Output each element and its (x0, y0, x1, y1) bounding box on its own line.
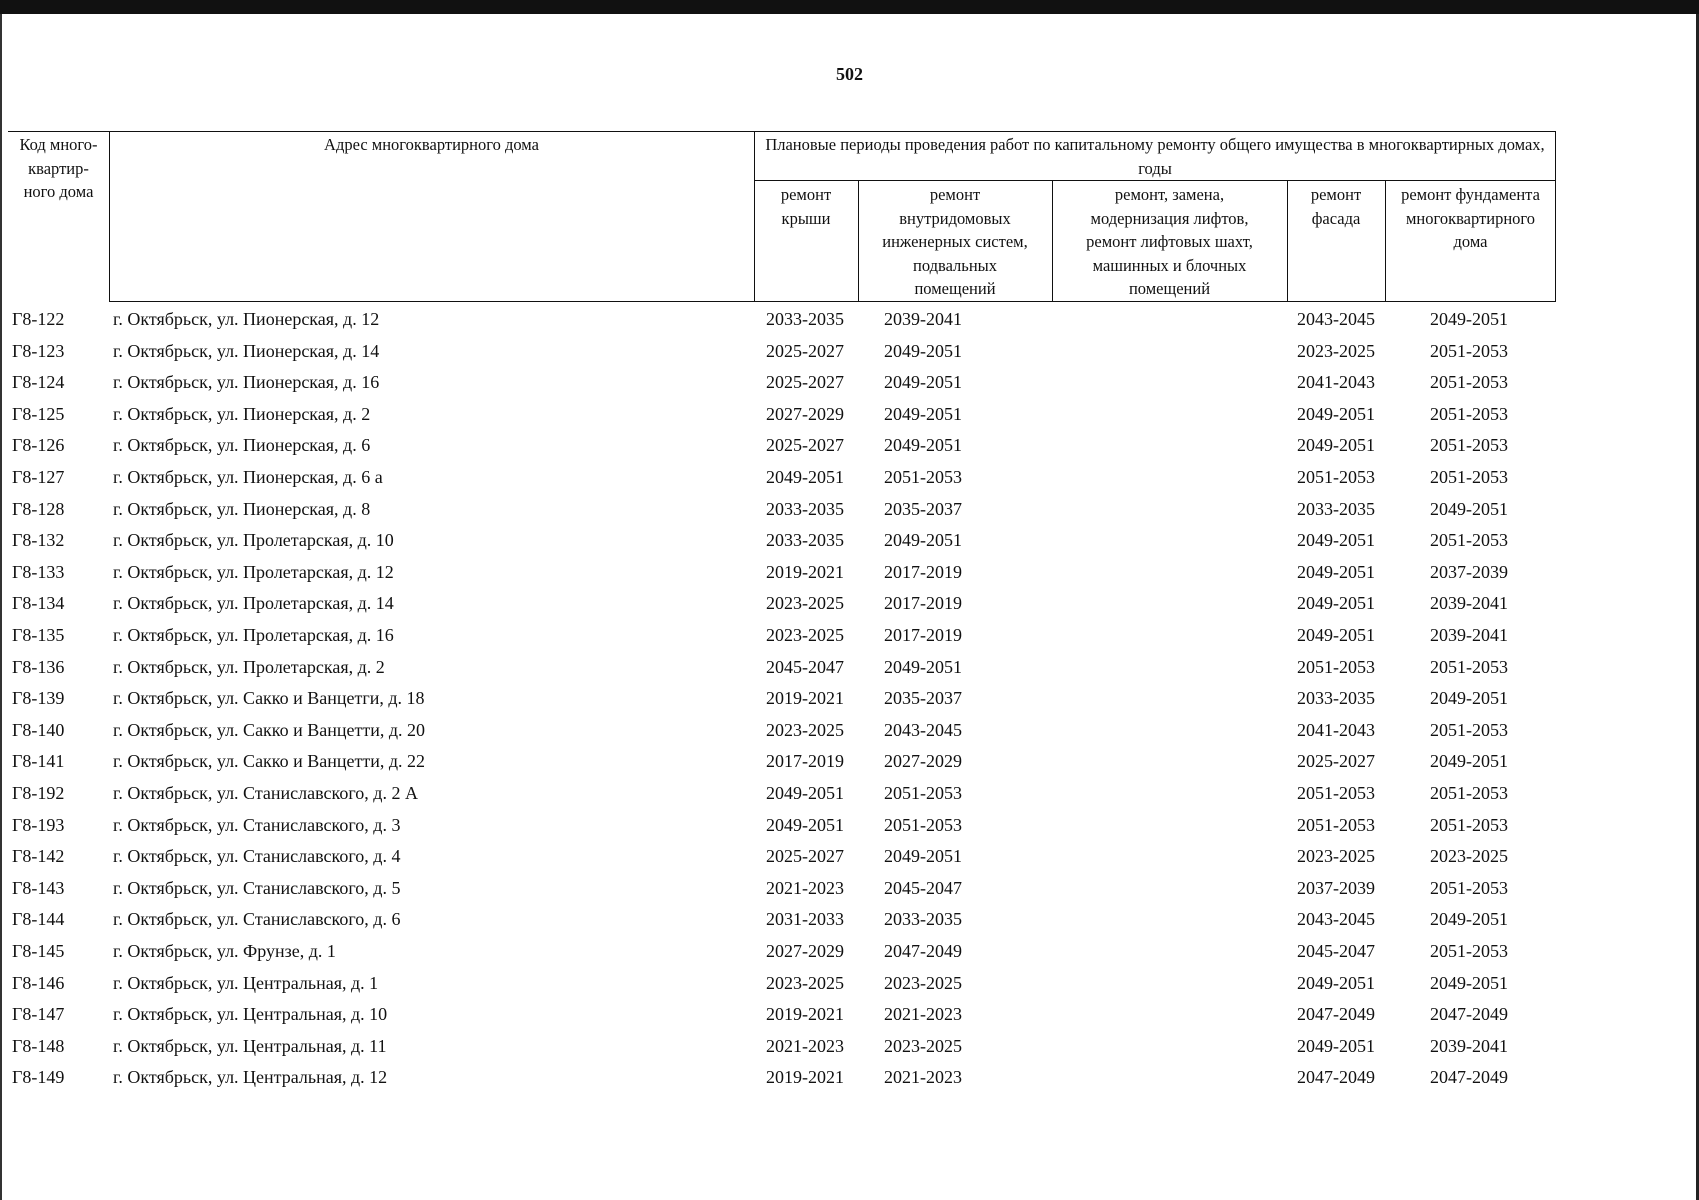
cell-facade: 2049-2051 (1297, 1035, 1375, 1056)
cell-engineering: 2047-2049 (884, 941, 962, 961)
cell-facade: 2049-2051 (1297, 593, 1375, 614)
cell-facade: 2051-2053 (1297, 783, 1375, 803)
cell-foundation: 2051-2053 (1430, 467, 1508, 487)
table-row (0, 1062, 1699, 1094)
table-row (0, 968, 1699, 1000)
cell-roof: 2033-2035 (766, 309, 844, 329)
cell-foundation: 2051-2053 (1430, 656, 1508, 677)
table-row (0, 430, 1699, 462)
cell-code: Г8-147 (12, 1004, 65, 1025)
table-row (0, 620, 1699, 652)
page-number: 502 (836, 64, 863, 84)
cell-facade: 2047-2049 (1297, 1067, 1375, 1088)
cell-foundation: 2051-2053 (1430, 783, 1508, 803)
cell-facade: 2051-2053 (1297, 467, 1375, 487)
cell-foundation: 2051-2053 (1430, 435, 1508, 456)
cell-roof: 2019-2021 (766, 688, 844, 709)
cell-foundation: 2047-2049 (1430, 1067, 1508, 1088)
cell-facade: 2051-2053 (1297, 814, 1375, 835)
cell-facade: 2023-2025 (1297, 340, 1375, 361)
cell-roof: 2023-2025 (766, 625, 844, 645)
cell-roof: 2049-2051 (766, 814, 844, 835)
header-code: Код много- квартир- ного дома (19, 135, 98, 201)
cell-roof: 2025-2027 (766, 435, 844, 456)
scan-top-border (0, 0, 1699, 14)
cell-facade: 2045-2047 (1297, 941, 1375, 961)
cell-address: г. Октябрьск, ул. Пионерская, д. 2 (113, 403, 371, 424)
cell-foundation: 2049-2051 (1430, 972, 1508, 993)
table-row (0, 904, 1699, 936)
cell-foundation: 2037-2039 (1430, 561, 1508, 582)
cell-address: г. Октябрьск, ул. Станиславского, д. 3 (113, 814, 401, 835)
cell-code: Г8-148 (12, 1035, 65, 1056)
table-row (0, 336, 1699, 368)
cell-address: г. Октябрьск, ул. Пролетарская, д. 12 (113, 561, 394, 582)
table-row (0, 999, 1699, 1031)
table-row (0, 462, 1699, 494)
cell-engineering: 2027-2029 (884, 751, 962, 772)
cell-engineering: 2049-2051 (884, 403, 962, 424)
cell-code: Г8-128 (12, 498, 65, 519)
table-row (0, 683, 1699, 715)
cell-engineering: 2049-2051 (884, 340, 962, 361)
cell-code: Г8-132 (12, 530, 65, 551)
cell-engineering: 2045-2047 (884, 877, 962, 898)
cell-roof: 2027-2029 (766, 403, 844, 424)
cell-address: г. Октябрьск, ул. Пионерская, д. 6 а (113, 467, 383, 487)
cell-roof: 2031-2033 (766, 909, 844, 930)
table-row (0, 746, 1699, 778)
cell-code: Г8-144 (12, 909, 65, 930)
cell-facade: 2049-2051 (1297, 561, 1375, 582)
cell-address: г. Октябрьск, ул. Пролетарская, д. 16 (113, 625, 394, 645)
cell-roof: 2049-2051 (766, 467, 844, 487)
cell-code: Г8-145 (12, 941, 65, 961)
cell-address: г. Октябрьск, ул. Пионерская, д. 14 (113, 340, 380, 361)
table-row (0, 525, 1699, 557)
cell-roof: 2023-2025 (766, 972, 844, 993)
table-row (0, 936, 1699, 968)
cell-address: г. Октябрьск, ул. Центральная, д. 10 (113, 1004, 388, 1025)
cell-facade: 2049-2051 (1297, 435, 1375, 456)
cell-roof: 2025-2027 (766, 340, 844, 361)
header-facade: ремонт фасада (1310, 185, 1362, 228)
table-header (8, 131, 1556, 302)
cell-code: Г8-146 (12, 972, 65, 993)
cell-facade: 2023-2025 (1297, 846, 1375, 867)
cell-foundation: 2051-2053 (1430, 403, 1508, 424)
cell-code: Г8-142 (12, 846, 65, 867)
cell-address: г. Октябрьск, ул. Станиславского, д. 6 (113, 909, 401, 930)
cell-roof: 2023-2025 (766, 593, 844, 614)
table-row (0, 588, 1699, 620)
cell-engineering: 2021-2023 (884, 1004, 962, 1025)
cell-engineering: 2051-2053 (884, 783, 962, 803)
cell-roof: 2019-2021 (766, 1067, 844, 1088)
cell-engineering: 2049-2051 (884, 435, 962, 456)
cell-foundation: 2051-2053 (1430, 877, 1508, 898)
cell-facade: 2037-2039 (1297, 877, 1375, 898)
cell-address: г. Октябрьск, ул. Пионерская, д. 6 (113, 435, 371, 456)
header-engineering: ремонт внутридомовых инженерных систем, подвальных помещений (882, 185, 1028, 298)
cell-code: Г8-192 (12, 783, 65, 803)
cell-address: г. Октябрьск, ул. Центральная, д. 11 (113, 1035, 387, 1056)
cell-facade: 2043-2045 (1297, 309, 1375, 329)
cell-foundation: 2049-2051 (1430, 751, 1508, 772)
cell-roof: 2019-2021 (766, 1004, 844, 1025)
table-row (0, 304, 1699, 336)
cell-code: Г8-124 (12, 372, 65, 393)
cell-engineering: 2023-2025 (884, 972, 962, 993)
table-row (0, 778, 1699, 810)
cell-code: Г8-193 (12, 814, 65, 835)
cell-facade: 2043-2045 (1297, 909, 1375, 930)
table-row (0, 494, 1699, 526)
cell-foundation: 2049-2051 (1430, 498, 1508, 519)
cell-address: г. Октябрьск, ул. Пионерская, д. 12 (113, 309, 380, 329)
cell-roof: 2027-2029 (766, 941, 844, 961)
cell-engineering: 2017-2019 (884, 625, 962, 645)
table-row (0, 1031, 1699, 1063)
cell-facade: 2049-2051 (1297, 403, 1375, 424)
cell-code: Г8-126 (12, 435, 65, 456)
cell-address: г. Октябрьск, ул. Сакко и Ванцетги, д. 18 (113, 688, 425, 709)
table-row (0, 367, 1699, 399)
cell-code: Г8-135 (12, 625, 65, 645)
cell-roof: 2049-2051 (766, 783, 844, 803)
cell-address: г. Октябрьск, ул. Пролетарская, д. 2 (113, 656, 385, 677)
cell-code: Г8-143 (12, 877, 65, 898)
cell-facade: 2049-2051 (1297, 530, 1375, 551)
cell-facade: 2025-2027 (1297, 751, 1375, 772)
cell-engineering: 2023-2025 (884, 1035, 962, 1056)
header-divider (109, 131, 110, 302)
cell-facade: 2049-2051 (1297, 972, 1375, 993)
cell-engineering: 2017-2019 (884, 593, 962, 614)
cell-facade: 2047-2049 (1297, 1004, 1375, 1025)
cell-code: Г8-139 (12, 688, 65, 709)
table-row (0, 873, 1699, 905)
table-row (0, 399, 1699, 431)
cell-foundation: 2051-2053 (1430, 530, 1508, 551)
cell-engineering: 2049-2051 (884, 656, 962, 677)
cell-address: г. Октябрьск, ул. Пролетарская, д. 10 (113, 530, 394, 551)
cell-engineering: 2049-2051 (884, 530, 962, 551)
cell-address: г. Октябрьск, ул. Станиславского, д. 4 (113, 846, 401, 867)
cell-foundation: 2051-2053 (1430, 372, 1508, 393)
cell-roof: 2033-2035 (766, 498, 844, 519)
cell-foundation: 2039-2041 (1430, 625, 1508, 645)
cell-address: г. Октябрьск, ул. Сакко и Ванцетти, д. 20 (113, 719, 426, 740)
header-bottom-line (109, 301, 1556, 302)
cell-roof: 2021-2023 (766, 1035, 844, 1056)
cell-foundation: 2039-2041 (1430, 593, 1508, 614)
cell-engineering: 2043-2045 (884, 719, 962, 740)
header-roof: ремонт крыши (780, 185, 832, 228)
cell-address: г. Октябрьск, ул. Станиславского, д. 2 А (113, 783, 418, 803)
cell-code: Г8-133 (12, 561, 65, 582)
cell-engineering: 2021-2023 (884, 1067, 962, 1088)
header-address: Адрес многоквартирного дома (324, 135, 539, 154)
cell-code: Г8-123 (12, 340, 65, 361)
header-periods: Плановые периоды проведения работ по капитальному ремонту общего имущества в многоквартирных домах, годы (765, 135, 1545, 178)
header-foundation: ремонт фундамента многоквартирного дома (1401, 185, 1540, 251)
cell-roof: 2045-2047 (766, 656, 844, 677)
cell-foundation: 2051-2053 (1430, 340, 1508, 361)
table-row (0, 557, 1699, 589)
cell-code: Г8-134 (12, 593, 65, 614)
header-top-line (8, 131, 1556, 132)
cell-facade: 2051-2053 (1297, 656, 1375, 677)
cell-engineering: 2035-2037 (884, 688, 962, 709)
cell-code: Г8-127 (12, 467, 65, 487)
cell-code: Г8-122 (12, 309, 65, 329)
cell-facade: 2041-2043 (1297, 719, 1375, 740)
table-row (0, 715, 1699, 747)
cell-address: г. Октябрьск, ул. Пионерская, д. 8 (113, 498, 371, 519)
cell-code: Г8-125 (12, 403, 65, 424)
cell-engineering: 2035-2037 (884, 498, 962, 519)
cell-foundation: 2039-2041 (1430, 1035, 1508, 1056)
cell-code: Г8-141 (12, 751, 65, 772)
table-row (0, 841, 1699, 873)
cell-foundation: 2047-2049 (1430, 1004, 1508, 1025)
cell-address: г. Октябрьск, ул. Пролетарская, д. 14 (113, 593, 394, 614)
table-row (0, 810, 1699, 842)
cell-facade: 2033-2035 (1297, 498, 1375, 519)
cell-address: г. Октябрьск, ул. Центральная, д. 1 (113, 972, 379, 993)
cell-code: Г8-149 (12, 1067, 65, 1088)
cell-address: г. Октябрьск, ул. Пионерская, д. 16 (113, 372, 380, 393)
cell-roof: 2025-2027 (766, 846, 844, 867)
cell-address: г. Октябрьск, ул. Фрунзе, д. 1 (113, 941, 336, 961)
cell-engineering: 2051-2053 (884, 467, 962, 487)
cell-foundation: 2051-2053 (1430, 719, 1508, 740)
cell-address: г. Октябрьск, ул. Центральная, д. 12 (113, 1067, 388, 1088)
cell-foundation: 2049-2051 (1430, 309, 1508, 329)
cell-roof: 2019-2021 (766, 561, 844, 582)
cell-roof: 2021-2023 (766, 877, 844, 898)
cell-engineering: 2039-2041 (884, 309, 962, 329)
cell-address: г. Октябрьск, ул. Сакко и Ванцетти, д. 22 (113, 751, 426, 772)
cell-foundation: 2051-2053 (1430, 814, 1508, 835)
cell-address: г. Октябрьск, ул. Станиславского, д. 5 (113, 877, 401, 898)
table-row (0, 652, 1699, 684)
cell-engineering: 2033-2035 (884, 909, 962, 930)
cell-facade: 2033-2035 (1297, 688, 1375, 709)
cell-roof: 2023-2025 (766, 719, 844, 740)
cell-roof: 2025-2027 (766, 372, 844, 393)
cell-engineering: 2017-2019 (884, 561, 962, 582)
cell-engineering: 2049-2051 (884, 846, 962, 867)
cell-engineering: 2051-2053 (884, 814, 962, 835)
cell-facade: 2049-2051 (1297, 625, 1375, 645)
cell-foundation: 2051-2053 (1430, 941, 1508, 961)
cell-facade: 2041-2043 (1297, 372, 1375, 393)
cell-roof: 2033-2035 (766, 530, 844, 551)
cell-code: Г8-136 (12, 656, 65, 677)
cell-foundation: 2049-2051 (1430, 909, 1508, 930)
header-elevators: ремонт, замена, модернизация лифтов, ремонт лифтовых шахт, машинных и блочных помещений (1086, 185, 1253, 298)
cell-code: Г8-140 (12, 719, 65, 740)
cell-roof: 2017-2019 (766, 751, 844, 772)
header-mid-line (754, 180, 1556, 181)
cell-foundation: 2049-2051 (1430, 688, 1508, 709)
cell-engineering: 2049-2051 (884, 372, 962, 393)
cell-foundation: 2023-2025 (1430, 846, 1508, 867)
